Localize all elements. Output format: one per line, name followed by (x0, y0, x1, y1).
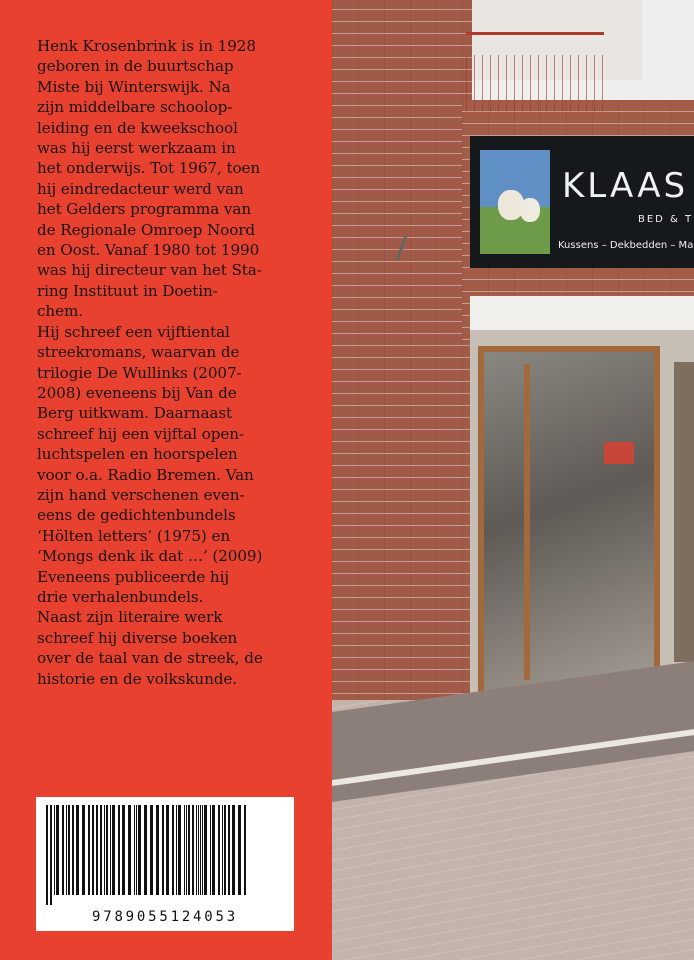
barcode-bar (122, 805, 125, 895)
barcode-bar (150, 805, 153, 895)
barcode-bar (50, 805, 52, 905)
barcode-bar (184, 805, 185, 895)
author-biography: Henk Krosenbrink is in 1928 geboren in de buurtschap Miste bij Winterswijk. Na zijn middelbare schoolop- leiding en de kweekschool was hij eerst werkzaam in het onderwijs. Tot 1967, toen hij eindredacteur werd van het Gelders programma van de Regionale Omroep Noord en Oost. Vanaf 1980 tot 1990 was hij directeur van het Sta- ring Instituut in Doetin- chem. Hij schreef een vijftiental streekromans, waarvan de trilogie De Wullinks (2007- 2008) eveneens bij Van de Berg uitkwam. Daarnaast schreef hij een vijftal open- luchtspelen en hoorspelen voor o.a. Radio Bremen. Van zijn hand verschenen even- eens de gedichtenbundels ‘Hölten letters’ (1975) en ‘Mongs denk ik dat …’ (2009) Eveneens publiceerde hij drie verhalenbundels. Naast zijn literaire werk schreef hij diverse boeken over de taal van de streek, de historie en de volkskunde. (37, 37, 263, 688)
barcode-bar (112, 805, 115, 895)
barcode-bar (192, 805, 194, 895)
barcode-bar (46, 805, 48, 905)
barcode-bar (186, 805, 187, 895)
barcode-bar (118, 805, 120, 895)
balcony-railing (466, 32, 604, 115)
barcode-bar (198, 805, 199, 895)
barcode-bar (228, 805, 230, 895)
barcode-bar (224, 805, 226, 895)
barcode-bar (96, 805, 98, 895)
barcode-bar (178, 805, 181, 895)
barcode-bar (92, 805, 94, 895)
shop-sign-title: KLAAS (562, 166, 689, 206)
shop-window (478, 346, 660, 698)
window-display-item (604, 442, 634, 464)
brick-wall (332, 0, 472, 790)
barcode-bar (200, 805, 201, 895)
barcode-bar (188, 805, 190, 895)
barcode-bar (134, 805, 135, 895)
barcode-bar (232, 805, 235, 895)
barcode-bar (196, 805, 197, 895)
barcode-bar (76, 805, 79, 895)
isbn-barcode (36, 797, 294, 931)
barcode-bar (88, 805, 90, 895)
window-frame-bar (524, 364, 530, 680)
barcode-bar (210, 805, 211, 895)
barcode-bar (204, 805, 207, 895)
barcode-bar (176, 805, 177, 895)
shop-canopy (470, 296, 694, 330)
barcode-bar (72, 805, 74, 895)
barcode-bar (144, 805, 147, 895)
barcode-bar (104, 805, 105, 895)
barcode-bar (106, 805, 108, 895)
barcode-bar (166, 805, 169, 895)
storefront-photo (332, 0, 694, 960)
shop-sign-products: Kussens – Dekbedden – Ma (558, 240, 694, 251)
barcode-bar (56, 805, 59, 895)
barcode-bar (82, 805, 85, 895)
barcode-bar (156, 805, 159, 895)
barcode-bar (172, 805, 174, 895)
shop-sign (470, 136, 694, 268)
shop-door (674, 362, 694, 662)
barcode-bar (244, 805, 246, 895)
barcode-bar (162, 805, 164, 895)
shop-sign-subtitle: BED & T (638, 214, 694, 225)
barcode-bar (212, 805, 215, 895)
barcode-bar (68, 805, 70, 895)
barcode-bar (136, 805, 137, 895)
barcode-bar (202, 805, 203, 895)
sheep-shape (520, 198, 540, 222)
barcode-bar (222, 805, 223, 895)
barcode-bar (138, 805, 141, 895)
barcode-bar (128, 805, 131, 895)
barcode-bar (66, 805, 67, 895)
red-text-panel (0, 0, 332, 960)
barcode-bar (100, 805, 102, 895)
barcode-bar (238, 805, 241, 895)
barcode-bar (218, 805, 220, 895)
isbn-number: 9789055124053 (92, 909, 238, 925)
barcode-bar (62, 805, 64, 895)
barcode-bar (110, 805, 111, 895)
sheep-picture (480, 150, 550, 254)
barcode-bar (54, 805, 55, 895)
barcode-bars (44, 805, 286, 905)
